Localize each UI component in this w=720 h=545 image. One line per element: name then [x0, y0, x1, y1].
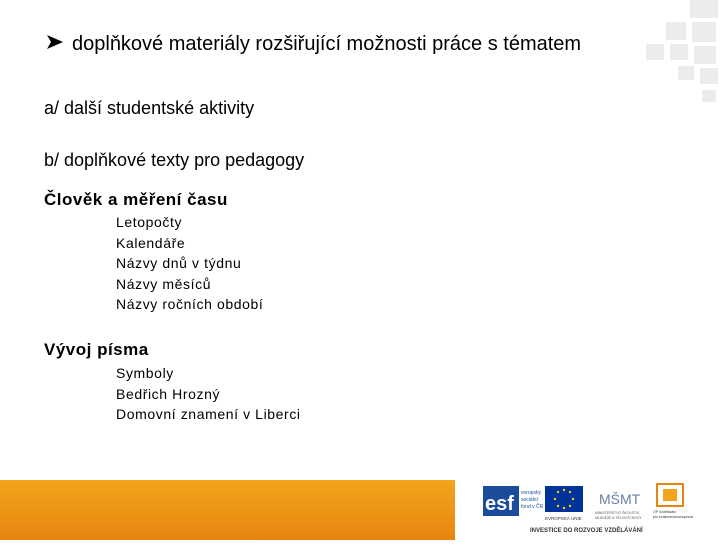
svg-text:sociální: sociální: [521, 497, 538, 503]
eu-funding-logos: [455, 480, 720, 540]
svg-text:EVROPSKÁ UNIE: EVROPSKÁ UNIE: [545, 516, 582, 521]
svg-text:fond v ČR: fond v ČR: [521, 504, 544, 510]
arrow-bullet-icon: [46, 33, 64, 56]
footer-logos: [455, 480, 720, 540]
slide-heading: [46, 33, 581, 56]
msmt-logo: [595, 491, 642, 520]
svg-text:evropský: evropský: [521, 490, 542, 496]
svg-text:esf: esf: [485, 493, 514, 515]
list-item: Domovní znamení v Liberci: [116, 406, 301, 422]
svg-text:pro konkurenceschopnost: pro konkurenceschopnost: [653, 515, 694, 519]
list-item: Názvy dnů v týdnu: [116, 255, 242, 271]
list-item: Bedřich Hrozný: [116, 385, 221, 402]
footer-slogan: INVESTICE DO ROZVOJE VZDĚLÁVÁNÍ: [530, 528, 643, 534]
esf-logo: [483, 486, 544, 516]
section-time-list: [116, 212, 263, 315]
list-item: Názvy ročních období: [116, 296, 264, 312]
heading-text: doplňkové materiály rozšiřující možnosti práce s tématem: [72, 33, 582, 55]
decorative-squares: [590, 0, 720, 120]
svg-text:OP Vzdělávání: OP Vzdělávání: [653, 510, 677, 514]
list-item: Kalendáře: [116, 234, 186, 251]
op-vk-logo: [653, 484, 693, 519]
list-item: Letopočty: [116, 214, 183, 230]
list-item: Názvy měsíců: [116, 275, 212, 292]
svg-text:MINISTERSTVO ŠKOLSTVÍ,: MINISTERSTVO ŠKOLSTVÍ,: [595, 511, 641, 515]
section-writing-list: [116, 363, 301, 425]
footer-orange-bar: [0, 480, 455, 540]
section-title-writing: Vývoj písma: [44, 340, 149, 359]
svg-text:MŠMT: MŠMT: [599, 491, 641, 507]
svg-text:MLÁDEŽE A TĚLOVÝCHOVY: MLÁDEŽE A TĚLOVÝCHOVY: [595, 516, 642, 520]
section-title-time: Člověk a měření času: [44, 190, 228, 209]
line-a: a/ další studentské aktivity: [44, 98, 255, 118]
line-b: b/ doplňkové texty pro pedagogy: [44, 150, 305, 170]
list-item: Symboly: [116, 365, 174, 381]
eu-flag-logo: [545, 486, 583, 521]
